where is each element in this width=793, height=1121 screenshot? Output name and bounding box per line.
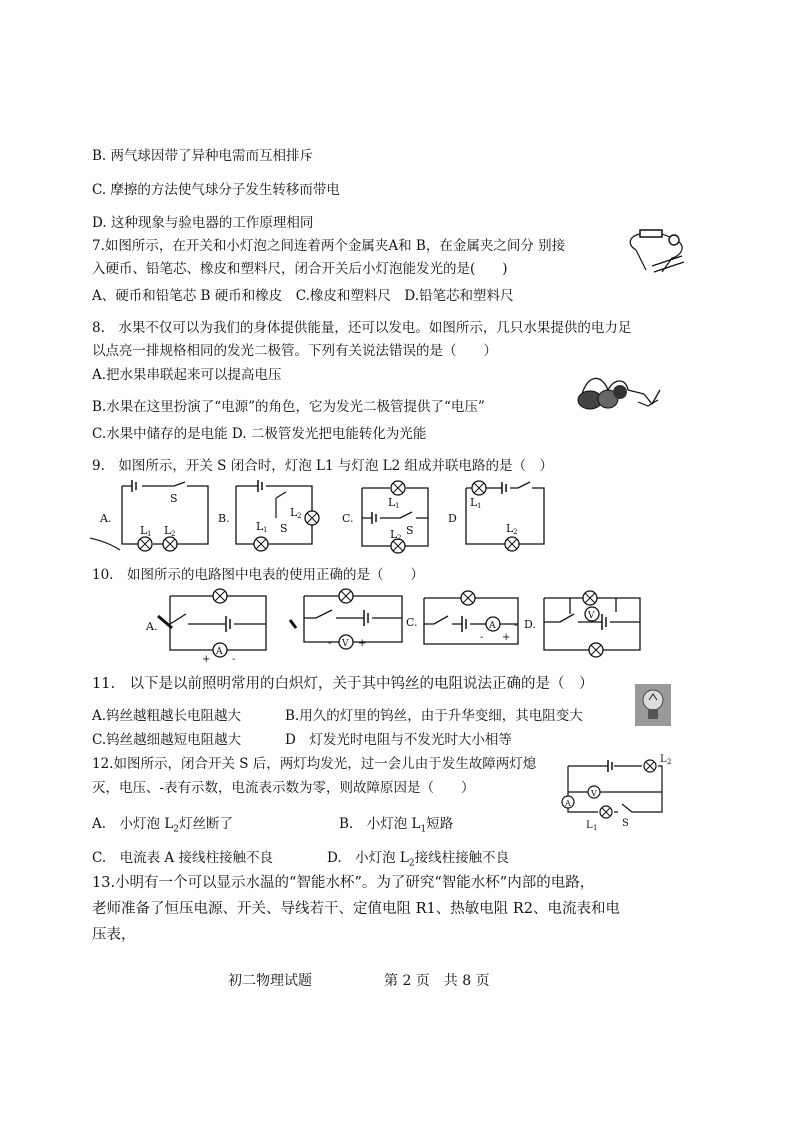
q8-stem-line1: 8. 水果不仅可以为我们的身体提供能量，还可以发电。如图所示，几只水果提供的电力足 (92, 320, 632, 336)
svg-text:2: 2 (513, 528, 518, 536)
svg-text:2: 2 (667, 758, 672, 766)
q10-meter-circuits (140, 588, 660, 666)
q13-stem-line2: 老师准备了恒压电源、开关、导线若干、定值电阻 R1、热敏电阻 R2、电流表和电 (92, 901, 621, 917)
svg-text:L: L (470, 496, 478, 509)
q11-options-row1 (92, 706, 583, 726)
svg-text:V: V (588, 611, 595, 621)
q11-option-d: D 灯发光时电阻与不发光时大小相等 (285, 732, 512, 748)
q12-options-row2 (92, 848, 509, 874)
q12-circuit-figure (558, 752, 676, 836)
q11-stem: 11. 以下是以前照明常用的白炽灯，关于其中钨丝的电阻说法正确的是（ ） (92, 676, 594, 692)
svg-text:A: A (489, 621, 496, 631)
q9-label-b: B. (218, 512, 230, 525)
q11-option-a: A.钨丝越粗越长电阻越大 (92, 708, 242, 724)
svg-text:L: L (506, 522, 514, 535)
q12-option-d: D. 小灯泡 $L_2$接线柱接触不良 (327, 850, 510, 869)
q7-options: A、硬币和铅笔芯 B 硬币和橡皮 C.橡皮和塑料尺 D.铅笔芯和塑料尺 (92, 288, 514, 304)
svg-text:L: L (256, 520, 264, 533)
svg-text:L: L (388, 496, 396, 509)
svg-text:-: - (328, 638, 332, 649)
q7-stem-line2: 入硬币、铅笔芯、橡皮和塑料尺，闭合开关后小灯泡能发光的是( ) (92, 261, 508, 277)
q9-circuit-options (90, 478, 560, 558)
q7-stem-line1: 7.如图所示，在开关和小灯泡之间连着两个金属夹A和 B，在金属夹之间分 别接 (92, 238, 566, 254)
svg-text:A.: A. (146, 620, 158, 633)
svg-text:-: - (514, 620, 518, 631)
q12-options-row1 (92, 814, 453, 840)
q13-stem-line3: 压表， (92, 927, 136, 943)
svg-text:+: + (502, 632, 511, 643)
svg-text:C.: C. (406, 616, 418, 629)
q6-option-c: C. 摩擦的方法使气球分子发生转移而带电 (92, 182, 340, 198)
footer-subject: 初二物理试题 (228, 973, 312, 989)
svg-text:L: L (140, 524, 148, 537)
q12-stem-line1: 12.如图所示，闭合开关 S 后，两灯均发光，过一会儿由于发生故障两灯熄 (92, 756, 537, 772)
q12-option-c: C. 电流表 A 接线柱接触不良 (92, 850, 273, 866)
q11-option-c: C.钨丝越细越短电阻越大 (92, 732, 242, 748)
q9-label-d: D (448, 512, 457, 525)
q11-option-b: B.用久的灯里的钨丝，由于升华变细，其电阻变大 (285, 708, 583, 724)
svg-text:D.: D. (524, 618, 536, 631)
svg-text:S: S (622, 818, 629, 829)
q11-light-bulb-photo (635, 684, 671, 726)
svg-text:+: + (202, 654, 211, 665)
svg-text:L: L (660, 754, 667, 765)
svg-text:+: + (358, 638, 367, 649)
svg-text:S: S (406, 524, 414, 537)
svg-text:A: A (565, 799, 571, 808)
svg-text:1: 1 (395, 502, 400, 510)
q12-option-b: B. 小灯泡 $L_1$短路 (339, 816, 454, 835)
q13-stem-line1: 13.小明有一个可以显示水温的“智能水杯”。为了研究“智能水杯”内部的电路， (92, 875, 595, 891)
q9-label-s-a: S (170, 492, 178, 505)
svg-text:2: 2 (397, 534, 402, 542)
svg-text:L: L (164, 524, 172, 537)
svg-text:L: L (390, 528, 398, 541)
q10-stem: 10. 如图所示的电路图中电表的使用正确的是（ ） (92, 567, 424, 583)
q8-option-cd: C.水果中储存的是电能 D. 二极管发光把电能转化为光能 (92, 426, 427, 442)
svg-text:L: L (586, 820, 593, 831)
svg-text:2: 2 (297, 512, 302, 520)
svg-text:A: A (216, 647, 223, 657)
footer-page-number: 第 2 页 共 8 页 (384, 973, 490, 989)
svg-text:-: - (480, 632, 484, 643)
svg-text:S: S (280, 522, 288, 535)
q8-option-a: A.把水果串联起来可以提高电压 (92, 367, 282, 383)
svg-text:V: V (342, 639, 349, 649)
svg-text:1: 1 (593, 824, 598, 832)
q6-option-b: B. 两气球因带了异种电需而互相排斥 (92, 148, 314, 164)
q12-option-a: A. 小灯泡 $L_2$灯丝断了 (92, 816, 234, 835)
svg-text:2: 2 (171, 530, 176, 538)
q12-stem-line2: 灭，电压、-表有示数，电流表示数为零，则故障原因是（ ） (92, 780, 475, 796)
svg-text:L: L (290, 506, 298, 519)
q8-stem-line2: 以点亮一排规格相同的发光二极管。下列有关说法错误的是（ ） (92, 343, 497, 359)
q8-option-b: B.水果在这里扮演了“电源”的角色，它为发光二极管提供了“电压” (92, 399, 485, 415)
svg-text:1: 1 (263, 526, 268, 534)
q9-label-c: C. (342, 512, 354, 525)
q9-label-a: A. (100, 512, 112, 525)
q9-stem: 9. 如图所示，开关 S 闭合时，灯泡 L1 与灯泡 L2 组成并联电路的是（ ） (92, 458, 553, 474)
svg-text:1: 1 (147, 530, 152, 538)
q6-option-d: D. 这种现象与验电器的工作原理相同 (92, 215, 314, 231)
svg-text:1: 1 (477, 502, 482, 510)
q11-options-row2 (92, 730, 512, 750)
svg-text:-: - (232, 654, 236, 665)
q7-clip-circuit-figure (622, 226, 688, 278)
q8-fruit-battery-figure (568, 372, 668, 412)
svg-text:V: V (591, 789, 597, 798)
